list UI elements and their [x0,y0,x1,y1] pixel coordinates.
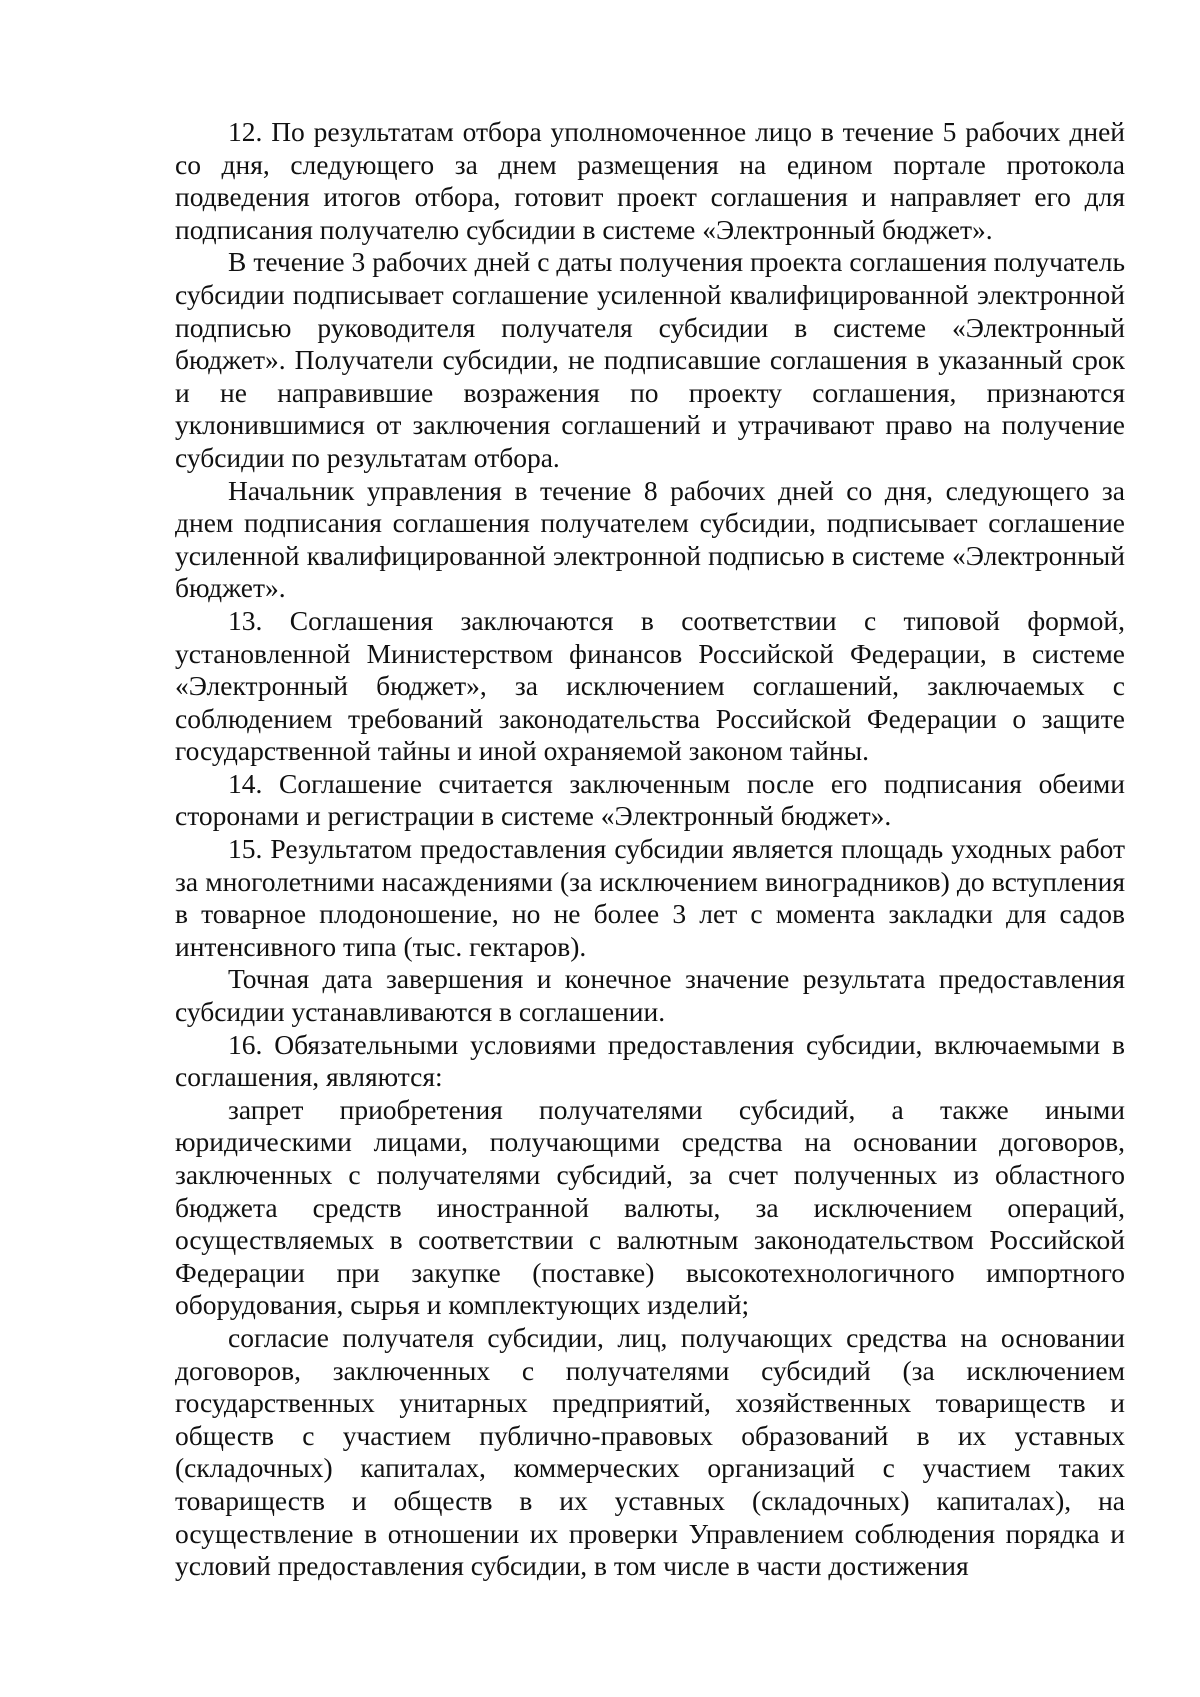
paragraph-16: 16. Обязательными условиями предоставления субсидии, включаемыми в соглашения, являются: [175,1028,1125,1093]
paragraph-14: 14. Соглашение считается заключенным после его подписания обеими сторонами и регистрации в системе «Электронный бюджет». [175,767,1125,832]
paragraph-consent: согласие получателя субсидии, лиц, получающих средства на основании договоров, заключенных с получателями субсидий (за исключением государственных унитарных предприятий, хозяйственных товариществ и обществ с участием публично-правовых образований в их уставных (складочных) капиталах, коммерческих организаций с участием таких товариществ и обществ в их уставных (складочных) капиталах), на осуществление в отношении их проверки Управлением соблюдения порядка и условий предоставления субсидии, в том числе в части достижения [175,1321,1125,1582]
paragraph-currency-ban: запрет приобретения получателями субсидий, а также иными юридическими лицами, получающими средства на основании договоров, заключенных с получателями субсидий, за счет полученных из областного бюджета средств иностранной валюты, за исключением операций, осуществляемых в соответствии с валютным законодательством Российской Федерации при закупке (поставке) высокотехнологичного импортного оборудования, сырья и комплектующих изделий; [175,1093,1125,1321]
document-body [175,116,1125,1583]
paragraph-13: 13. Соглашения заключаются в соответствии с типовой формой, установленной Министерством финансов Российской Федерации, в системе «Электронный бюджет», за исключением соглашений, заключаемых с соблюдением требований законодательства Российской Федерации о защите государственной тайны и иной охраняемой законом тайны. [175,604,1125,767]
paragraph-result-date: Точная дата завершения и конечное значение результата предоставления субсидии устанавливаются в соглашении. [175,963,1125,1028]
paragraph-15: 15. Результатом предоставления субсидии является площадь уходных работ за многолетними насаждениями (за исключением виноградников) до вступления в товарное плодоношение, но не более 3 лет с момента закладки для садов интенсивного типа (тыс. гектаров). [175,833,1125,962]
paragraph-head-signing: Начальник управления в течение 8 рабочих дней со дня, следующего за днем подписания соглашения получателем субсидии, подписывает соглашение усиленной квалифицированной электронной подписью в системе «Электронный бюджет». [175,474,1125,604]
paragraph-12: 12. По результатам отбора уполномоченное лицо в течение 5 рабочих дней со дня, следующего за днем размещения на едином портале протокола подведения итогов отбора, готовит проект соглашения и направляет его для подписания получателю субсидии в системе «Электронный бюджет». [175,116,1125,245]
paragraph-signing-term: В течение 3 рабочих дней с даты получения проекта соглашения получатель субсидии подписывает соглашение усиленной квалифицированной электронной подписью руководителя получателя субсидии в системе «Электронный бюджет». Получатели субсидии, не подписавшие соглашения в указанный срок и не направившие возражения по проекту соглашения, признаются уклонившимися от заключения соглашений и утрачивают право на получение субсидии по результатам отбора. [175,246,1125,473]
